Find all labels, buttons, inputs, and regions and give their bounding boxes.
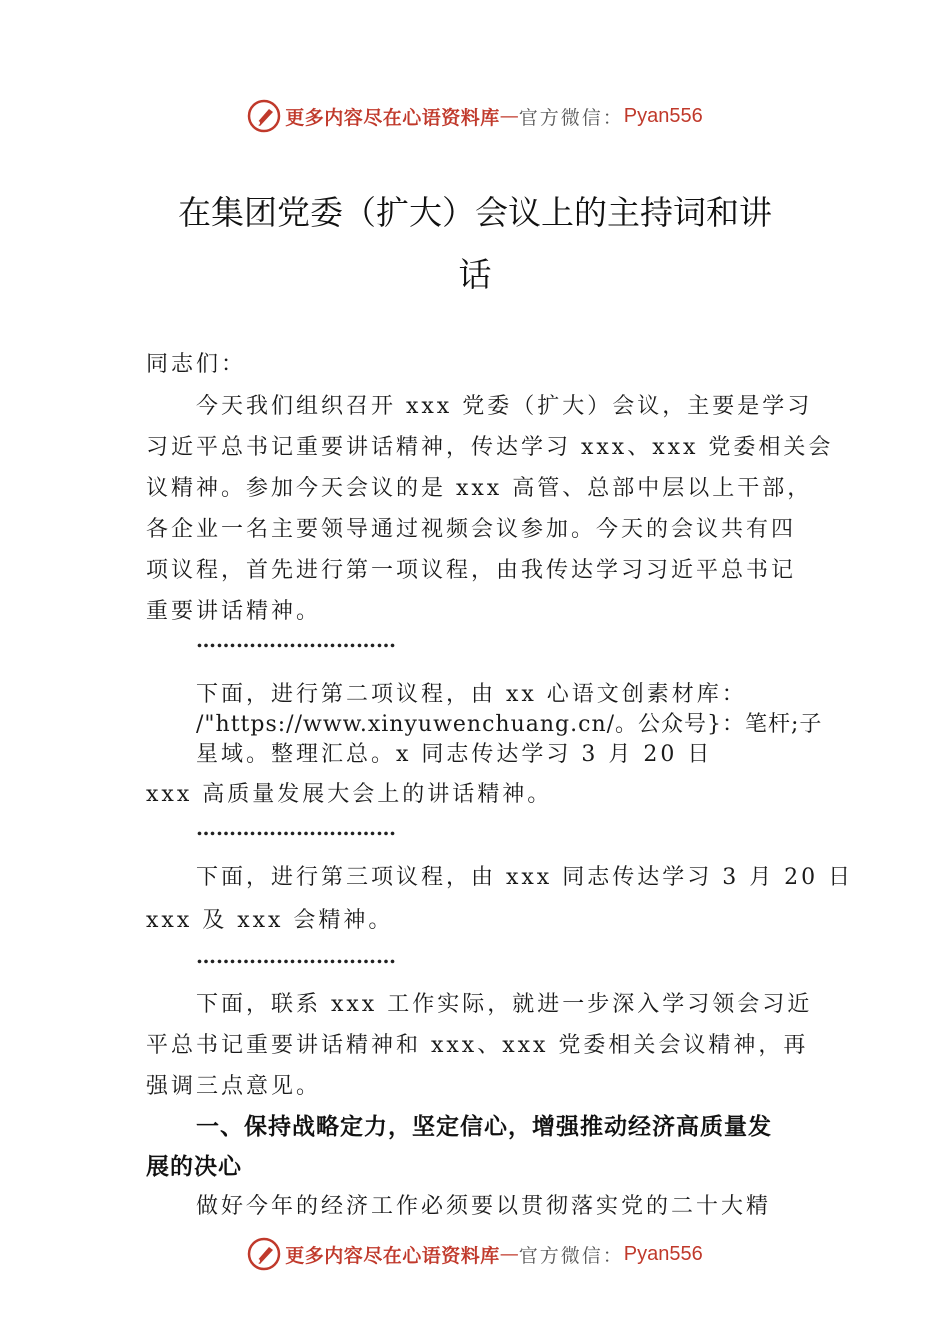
ellipsis-separator: …………………………: [196, 816, 396, 840]
body-line: 星域。整理汇总。x 同志传达学习 3 月 20 日: [196, 742, 713, 767]
body-line: 平总书记重要讲话精神和 xxx、xxx 党委相关会议精神，再: [146, 1033, 809, 1058]
ellipsis-separator: …………………………: [196, 944, 396, 968]
watermark-account: Pyan556: [623, 1242, 703, 1265]
body-line: 强调三点意见。: [146, 1074, 322, 1099]
watermark-main-text: 更多内容尽在心语资料库: [285, 1244, 500, 1267]
salutation: 同志们：: [146, 352, 247, 377]
watermark-separator: —: [499, 1243, 519, 1265]
body-line-url: /"https://www.xinyuwenchuang.cn/。公众号}：笔杆;子: [196, 712, 823, 737]
body-line: 今天我们组织召开 xxx 党委（扩大）会议，主要是学习: [196, 394, 813, 419]
body-line: 重要讲话精神。: [146, 599, 322, 624]
watermark-main-text: 更多内容尽在心语资料库: [285, 106, 500, 129]
pen-nib-logo-icon: [247, 99, 281, 133]
header-watermark: [0, 96, 950, 136]
section-heading-cont: 展的决心: [146, 1154, 242, 1180]
body-line: 习近平总书记重要讲话精神，传达学习 xxx、xxx 党委相关会: [146, 435, 834, 460]
body-line: 做好今年的经济工作必须要以贯彻落实党的二十大精: [196, 1194, 772, 1219]
body-line: 下面，进行第三项议程，由 xxx 同志传达学习 3 月 20 日: [196, 865, 854, 890]
document-title: [140, 182, 810, 306]
watermark-account: Pyan556: [623, 104, 703, 127]
body-line: 各企业一名主要领导通过视频会议参加。今天的会议共有四: [146, 517, 797, 542]
watermark-label: 官方微信：: [518, 106, 624, 129]
title-line-1: 在集团党委（扩大）会议上的主持词和讲: [178, 193, 772, 232]
watermark-separator: —: [499, 105, 519, 127]
body-line: xxx 及 xxx 会精神。: [146, 908, 394, 933]
body-line: xxx 高质量发展大会上的讲话精神。: [146, 782, 553, 807]
title-line-2: 话: [458, 255, 492, 294]
pen-nib-logo-icon: [247, 1237, 281, 1271]
ellipsis-separator: …………………………: [196, 628, 396, 652]
body-line: 下面，联系 xxx 工作实际，就进一步深入学习领会习近: [196, 992, 813, 1017]
body-line: 项议程，首先进行第一项议程，由我传达学习习近平总书记: [146, 558, 797, 583]
watermark-label: 官方微信：: [518, 1244, 624, 1267]
section-heading: 一、保持战略定力，坚定信心，增强推动经济高质量发: [196, 1114, 772, 1140]
footer-watermark: [0, 1234, 950, 1274]
body-line: 议精神。参加今天会议的是 xxx 高管、总部中层以上干部，: [146, 476, 813, 501]
body-line: 下面，进行第二项议程，由 xx 心语文创素材库：: [196, 682, 747, 707]
